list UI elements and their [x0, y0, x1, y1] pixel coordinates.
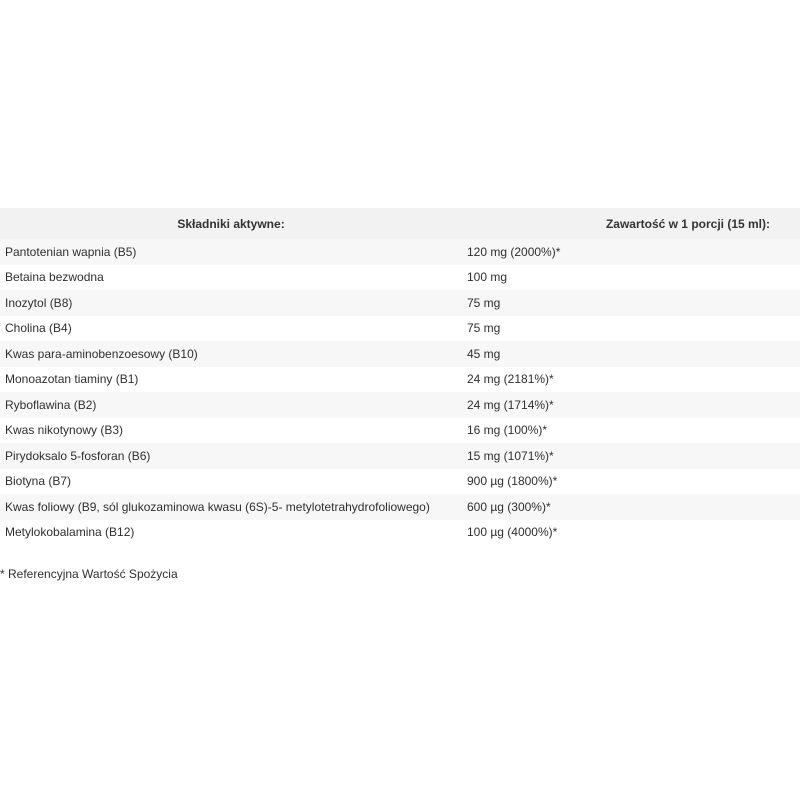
table-row — [0, 469, 800, 495]
ingredient-name: Kwas nikotynowy (B3) — [5, 423, 124, 438]
ingredient-name: Inozytol (B8) — [5, 295, 73, 310]
ingredient-amount: 120 mg (2000%)* — [467, 244, 561, 259]
table-row — [0, 290, 800, 316]
table-row — [0, 239, 800, 265]
ingredient-name: Kwas foliowy (B9, sól glukozaminowa kwasu (6S)-5- metylotetrahydrofoliowego) — [5, 499, 430, 514]
header-serving-content: Zawartość w 1 porcji (15 ml): — [605, 216, 770, 231]
ingredient-amount: 24 mg (1714%)* — [467, 397, 554, 412]
table-row — [0, 316, 800, 342]
ingredient-amount: 24 mg (2181%)* — [467, 372, 554, 387]
ingredient-name: Betaina bezwodna — [5, 270, 104, 285]
ingredient-amount: 900 µg (1800%)* — [467, 474, 558, 489]
table-row — [0, 443, 800, 469]
ingredient-amount: 600 µg (300%)* — [467, 499, 551, 514]
ingredient-amount: 45 mg — [467, 346, 501, 361]
table-row — [0, 341, 800, 367]
footnote: * Referencyjna Wartość Spożycia — [0, 567, 178, 581]
ingredient-name: Metylokobalamina (B12) — [5, 525, 135, 540]
header-ingredients: Składniki aktywne: — [177, 216, 285, 231]
ingredient-name: Kwas para-aminobenzoesowy (B10) — [5, 346, 198, 361]
ingredient-name: Monoazotan tiaminy (B1) — [5, 372, 139, 387]
ingredient-amount: 75 mg — [467, 295, 501, 310]
table-row — [0, 520, 800, 546]
ingredient-name: Pirydoksalo 5-fosforan (B6) — [5, 448, 151, 463]
table-row — [0, 392, 800, 418]
ingredient-amount: 15 mg (1071%)* — [467, 448, 554, 463]
ingredient-name: Cholina (B4) — [5, 321, 72, 336]
ingredient-amount: 16 mg (100%)* — [467, 423, 548, 438]
ingredient-name: Biotyna (B7) — [5, 474, 72, 489]
ingredient-amount: 75 mg — [467, 321, 501, 336]
ingredient-amount: 100 mg — [467, 270, 508, 285]
ingredients-table — [0, 208, 800, 545]
ingredient-name: Pantotenian wapnia (B5) — [5, 244, 137, 259]
ingredient-name: Ryboflawina (B2) — [5, 397, 97, 412]
ingredient-amount: 100 µg (4000%)* — [467, 525, 558, 540]
table-header — [0, 208, 800, 239]
table-row — [0, 265, 800, 291]
table-row — [0, 367, 800, 393]
table-row — [0, 418, 800, 444]
table-row — [0, 494, 800, 520]
table-body — [0, 239, 800, 545]
